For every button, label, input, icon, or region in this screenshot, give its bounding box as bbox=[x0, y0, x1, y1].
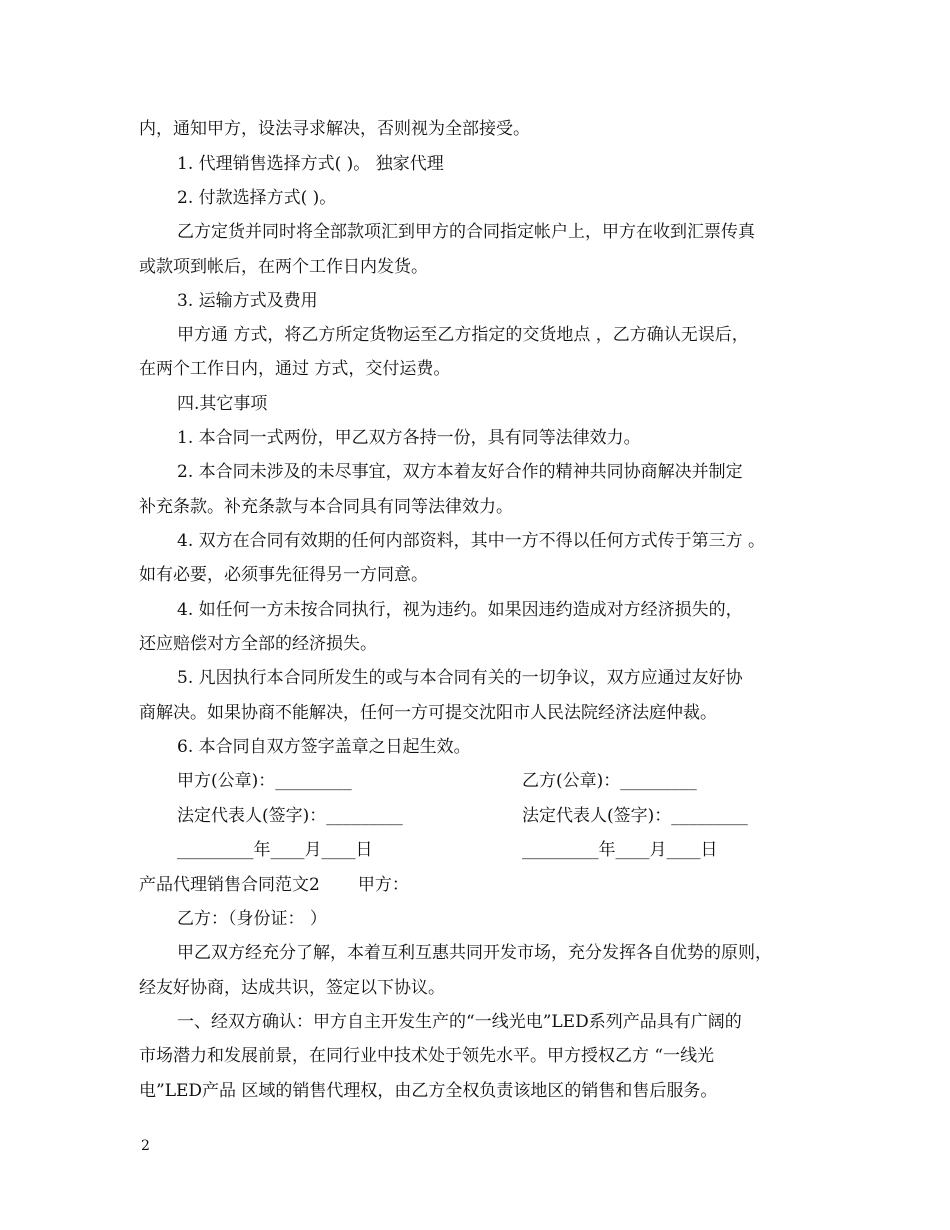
party-b-date: _________年____月____日 bbox=[522, 840, 718, 860]
body-line: 乙方定货并同时将全部款项汇到甲方的合同指定帐户上，甲方在收到汇票传真 bbox=[177, 222, 755, 242]
party-a-representative: 法定代表人(签字)：_________ bbox=[177, 806, 403, 826]
section-heading: 四.其它事项 bbox=[177, 394, 268, 414]
body-line: 或款项到帐后，在两个工作日内发货。 bbox=[139, 257, 428, 277]
clause-line: 2. 付款选择方式( )。 bbox=[177, 188, 337, 208]
body-line: 还应赔偿对方全部的经济损失。 bbox=[139, 634, 377, 654]
party-a-seal: 甲方(公章)：_________ bbox=[177, 771, 352, 791]
clause-line: 2. 本合同未涉及的未尽事宜，双方本着友好合作的精神共同协商解决并制定 bbox=[177, 462, 743, 482]
clause-line: 1. 代理销售选择方式( )。 独家代理 bbox=[177, 154, 444, 174]
body-line: 补充条款。补充条款与本合同具有同等法律效力。 bbox=[139, 497, 513, 517]
body-line: 在两个工作日内，通过 方式，交付运费。 bbox=[139, 359, 451, 379]
party-a-date: _________年____月____日 bbox=[177, 840, 373, 860]
clause-line: 4. 如任何一方未按合同执行，视为违约。如果因违约造成对方经济损失的， bbox=[177, 600, 743, 620]
body-line: 甲乙双方经充分了解，本着互利互惠共同开发市场，充分发挥各自优势的原则， bbox=[177, 943, 772, 963]
body-line: 市场潜力和发展前景，在同行业中技术处于领先水平。甲方授权乙方 “一线光 bbox=[139, 1046, 715, 1066]
body-line: 如有必要，必须事先征得另一方同意。 bbox=[139, 565, 428, 585]
body-line: 商解决。如果协商不能解决，任何一方可提交沈阳市人民法院经济法庭仲裁。 bbox=[139, 703, 717, 723]
body-line: 内，通知甲方，设法寻求解决，否则视为全部接受。 bbox=[139, 119, 530, 139]
clause-line: 1. 本合同一式两份，甲乙双方各持一份，具有同等法律效力。 bbox=[177, 428, 641, 448]
clause-line: 6. 本合同自双方签字盖章之日起生效。 bbox=[177, 737, 471, 757]
page-number: 2 bbox=[141, 1138, 150, 1154]
party-b-seal: 乙方(公章)：_________ bbox=[522, 771, 697, 791]
body-line: 经友好协商，达成共识，签定以下协议。 bbox=[139, 978, 445, 998]
body-line: 甲方通 方式，将乙方所定货物运至乙方指定的交货地点 ，乙方确认无误后， bbox=[177, 325, 749, 345]
party-b-label: 乙方：（身份证： ） bbox=[177, 909, 327, 929]
contract-title-line bbox=[139, 873, 409, 897]
body-line: 一、经双方确认：甲方自主开发生产的“一线光电”LED系列产品具有广阔的 bbox=[177, 1012, 742, 1032]
contract-title: 产品代理销售合同范文2 bbox=[139, 875, 320, 895]
clause-line: 5. 凡因执行本合同所发生的或与本合同有关的一切争议，双方应通过友好协 bbox=[177, 668, 743, 688]
clause-line: 3. 运输方式及费用 bbox=[177, 291, 318, 311]
clause-line: 4. 双方在合同有效期的任何内部资料，其中一方不得以任何方式传于第三方 。 bbox=[177, 531, 766, 551]
party-b-representative: 法定代表人(签字)：_________ bbox=[522, 806, 748, 826]
body-line: 电”LED产品 区域的销售代理权，由乙方全权负责该地区的销售和售后服务。 bbox=[139, 1081, 718, 1101]
party-a-label: 甲方： bbox=[357, 875, 409, 895]
